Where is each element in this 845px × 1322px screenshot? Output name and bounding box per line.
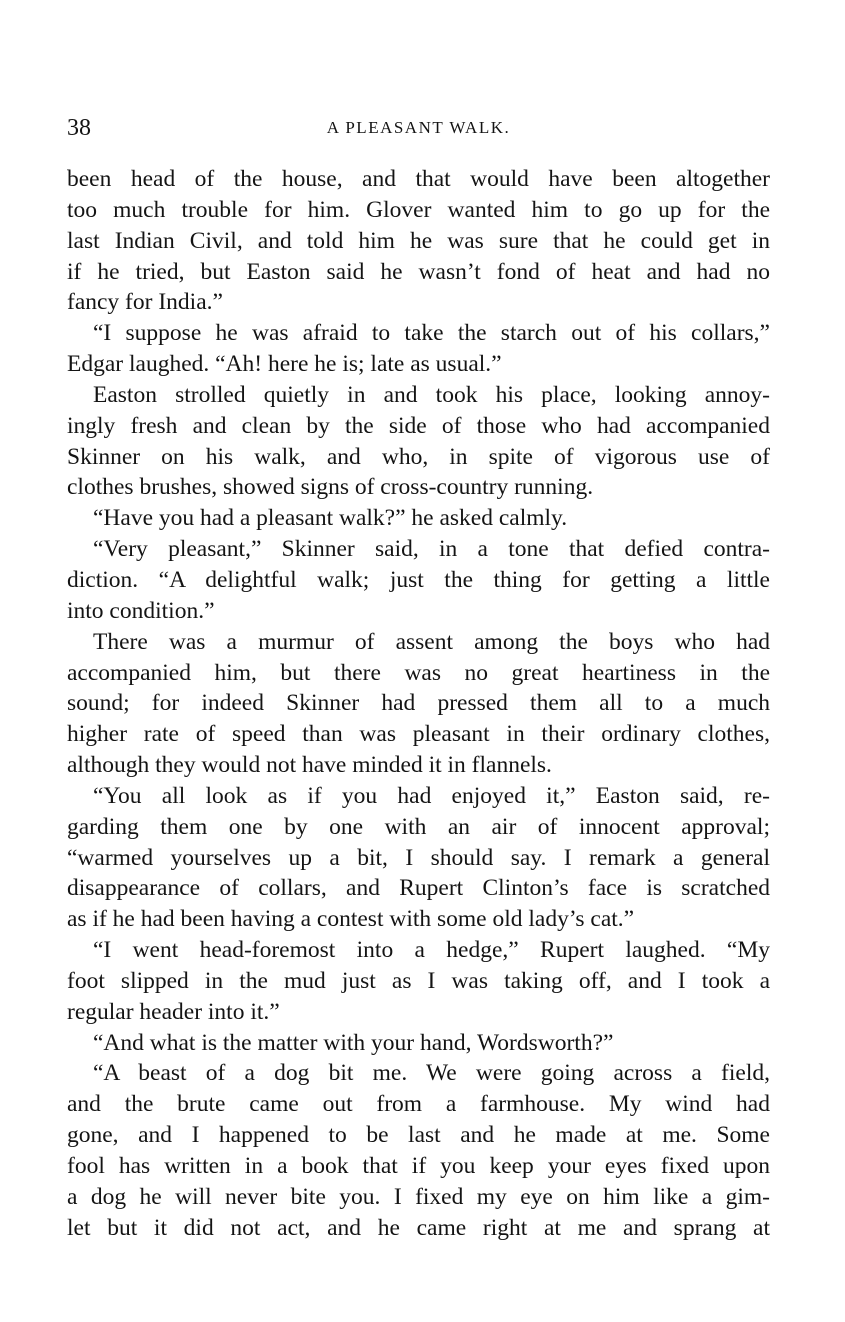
- text-line: “I suppose he was afraid to take the starch out of his collars,”: [93, 320, 770, 347]
- text-line: regular header into it.”: [67, 998, 280, 1025]
- text-line: disappearance of collars, and Rupert Clinton’s face is scratched: [67, 875, 770, 902]
- text-line: although they would not have minded it in flannels.: [67, 752, 552, 779]
- page-header: [67, 111, 770, 145]
- text-line: “And what is the matter with your hand, Wordsworth?”: [93, 1029, 614, 1056]
- text-line: higher rate of speed than was pleasant in their ordinary clothes,: [67, 721, 770, 748]
- text-line: “Have you had a pleasant walk?” he asked calmly.: [93, 505, 568, 532]
- text-line: and the brute came out from a farmhouse. My wind had: [67, 1091, 770, 1118]
- text-line: diction. “A delightful walk; just the thing for getting a little: [67, 566, 770, 593]
- text-line: into condition.”: [67, 597, 215, 624]
- text-line: let but it did not act, and he came right at me and sprang at: [67, 1214, 770, 1241]
- text-line: too much trouble for him. Glover wanted him to go up for the: [67, 196, 770, 223]
- text-line: foot slipped in the mud just as I was taking off, and I took a: [67, 967, 770, 994]
- text-line: ingly fresh and clean by the side of those who had accompanied: [67, 412, 770, 439]
- text-line: gone, and I happened to be last and he made at me. Some: [67, 1122, 770, 1149]
- text-line: There was a murmur of assent among the boys who had: [93, 628, 770, 655]
- text-line: “You all look as if you had enjoyed it,” Easton said, re-: [93, 782, 770, 809]
- text-line: accompanied him, but there was no great heartiness in the: [67, 659, 770, 686]
- text-line: Skinner on his walk, and who, in spite of vigorous use of: [67, 443, 770, 470]
- text-line: “I went head-foremost into a hedge,” Rupert laughed. “My: [93, 937, 770, 964]
- text-line: “warmed yourselves up a bit, I should say. I remark a general: [67, 844, 770, 871]
- page-number: 38: [67, 115, 91, 141]
- text-line: clothes brushes, showed signs of cross-country running.: [67, 474, 594, 501]
- body-text: [67, 164, 770, 1244]
- text-line: fancy for India.”: [67, 289, 223, 316]
- text-line: Edgar laughed. “Ah! here he is; late as usual.”: [67, 351, 502, 378]
- text-line: been head of the house, and that would have been altogether: [67, 166, 770, 192]
- text-line: garding them one by one with an air of innocent approval;: [67, 813, 770, 840]
- text-line: Easton strolled quietly in and took his place, looking annoy-: [93, 381, 770, 408]
- text-line: as if he had been having a contest with some old lady’s cat.”: [67, 906, 635, 933]
- text-line: if he tried, but Easton said he wasn’t fond of heat and had no: [67, 258, 770, 285]
- text-line: “Very pleasant,” Skinner said, in a tone that defied contra-: [93, 536, 770, 563]
- running-head: A PLEASANT WALK.: [326, 118, 511, 137]
- text-line: sound; for indeed Skinner had pressed them all to a much: [67, 690, 770, 717]
- text-line: fool has written in a book that if you keep your eyes fixed upon: [67, 1153, 770, 1179]
- text-line: “A beast of a dog bit me. We were going across a field,: [93, 1060, 770, 1087]
- text-line: last Indian Civil, and told him he was sure that he could get in: [67, 227, 770, 254]
- text-line: a dog he will never bite you. I fixed my eye on him like a gim-: [67, 1183, 770, 1210]
